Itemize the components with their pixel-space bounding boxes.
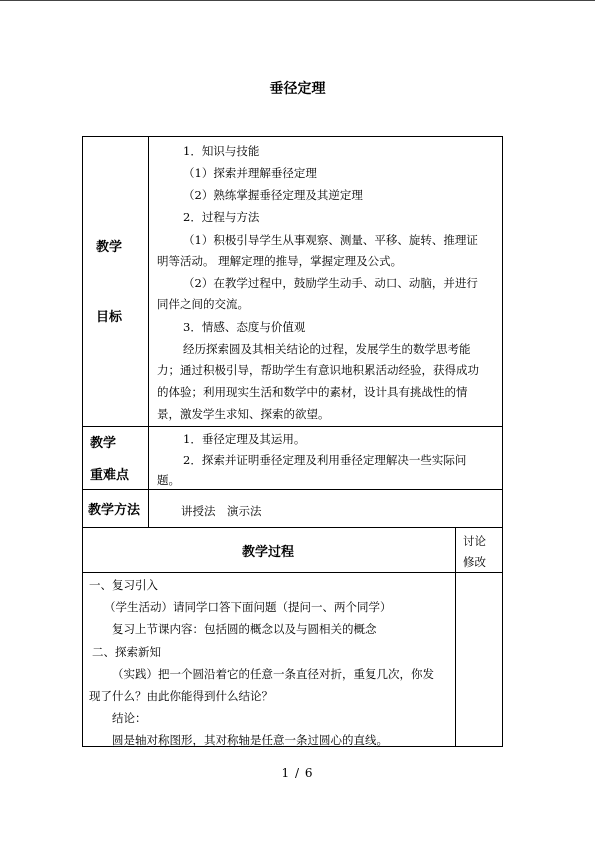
objectives-label-top: 教学	[96, 240, 123, 255]
process-line: 二、探索新知	[92, 645, 161, 659]
objective-line: 力；通过积极引导，帮助学生有意识地积累活动经验，获得成功	[157, 363, 479, 377]
objective-line: 明等活动。 理解定理的推导，掌握定理及公式。	[157, 254, 403, 268]
objectives-label-bottom: 目标	[96, 310, 123, 325]
keypoints-label-bottom: 重难点	[90, 468, 130, 483]
row-divider-methods	[82, 527, 503, 528]
objective-line: 的体验；利用现实生活和数学中的素材，设计具有挑战性的情	[157, 385, 468, 399]
process-line: （实践）把一个圆沿着它的任意一条直径对折，重复几次，你发	[112, 667, 434, 681]
notes-header-line-2: 修改	[463, 555, 486, 569]
keypoint-line: 2．探索并证明垂径定理及利用垂径定理解决一些实际问	[183, 453, 467, 467]
keypoint-line: 题。	[157, 473, 180, 487]
process-line: 复习上节课内容：包括圆的概念以及与圆相关的概念	[112, 622, 377, 636]
page-title: 垂径定理	[269, 81, 326, 97]
objective-line: （2）熟练掌握垂径定理及其逆定理	[183, 188, 363, 202]
page-number: 1 / 6	[281, 766, 314, 780]
methods-label: 教学方法	[88, 503, 141, 518]
objective-line: （2）在教学过程中，鼓励学生动手、动口、动脑，并进行	[183, 276, 478, 290]
methods-text: 讲授法 演示法	[181, 504, 262, 518]
objective-line: 2．过程与方法	[183, 210, 260, 224]
process-line: 一、复习引入	[89, 578, 158, 592]
objective-line: 1．知识与技能	[183, 144, 260, 158]
objective-line: （1）探索并理解垂径定理	[183, 166, 317, 180]
objective-line: 同伴之间的交流。	[157, 297, 249, 311]
process-line: 结论：	[112, 711, 147, 725]
objective-line: 景，激发学生求知、探索的欲望。	[157, 407, 330, 421]
process-line: 圆是轴对称图形，其对称轴是任意一条过圆心的直线。	[112, 733, 388, 747]
process-line: 现了什么？由此你能得到什么结论？	[89, 689, 273, 703]
process-line: （学生活动）请同学口答下面问题（提问一、两个同学）	[104, 600, 392, 614]
objective-line: 3．情感、态度与价值观	[183, 320, 306, 334]
page-top-rule	[0, 0, 595, 1]
row-divider-process-header	[82, 572, 503, 573]
process-header: 教学过程	[242, 545, 295, 560]
label-column-divider	[148, 136, 149, 527]
keypoint-line: 1．垂径定理及其运用。	[183, 432, 306, 446]
keypoints-label-top: 教学	[90, 436, 117, 451]
notes-column-divider	[455, 527, 456, 747]
row-divider-keypoints	[82, 489, 503, 490]
objective-line: 经历探索圆及其相关结论的过程，发展学生的数学思考能	[183, 342, 471, 356]
row-divider-objectives	[82, 426, 503, 427]
objective-line: （1）积极引导学生从事观察、测量、平移、旋转、推理证	[183, 233, 478, 247]
notes-header-line-1: 讨论	[463, 534, 486, 548]
